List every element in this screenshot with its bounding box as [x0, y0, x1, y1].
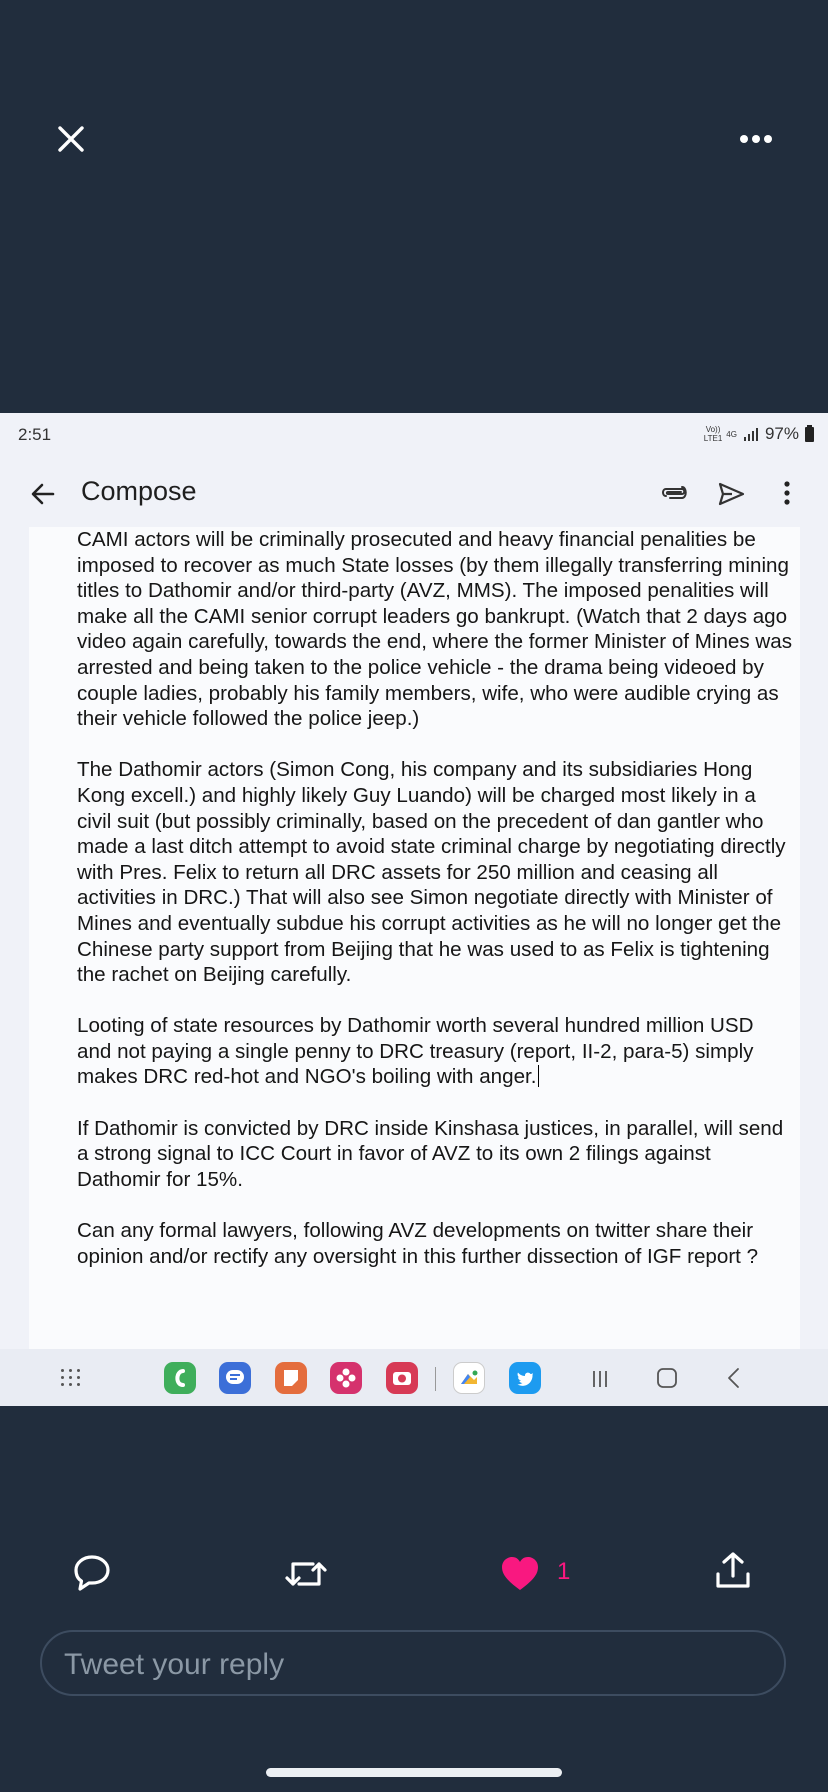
- signal-icon: [744, 428, 758, 441]
- messages-icon[interactable]: [219, 1362, 251, 1394]
- more-horizontal-icon: [740, 135, 748, 143]
- status-time: 2:51: [18, 425, 52, 444]
- photos-icon[interactable]: [453, 1362, 485, 1394]
- back-icon[interactable]: [724, 1367, 744, 1389]
- more-options-button[interactable]: [738, 132, 774, 146]
- like-count: 1: [557, 1558, 571, 1585]
- screenshot-image[interactable]: [0, 413, 828, 1406]
- status-icons: [704, 424, 814, 444]
- back-arrow-icon: [28, 479, 58, 509]
- android-nav-bar: [0, 1349, 828, 1406]
- like-button[interactable]: [500, 1556, 540, 1592]
- home-indicator[interactable]: [266, 1768, 562, 1777]
- nav-divider: [435, 1367, 436, 1391]
- gallery-icon[interactable]: [330, 1362, 362, 1394]
- more-vertical-icon: [775, 478, 799, 508]
- status-bar: [0, 413, 828, 459]
- camera-icon[interactable]: [386, 1362, 418, 1394]
- battery-icon: [805, 427, 814, 442]
- home-icon[interactable]: [656, 1367, 678, 1389]
- send-icon: [716, 479, 746, 509]
- page-title: Compose: [81, 476, 197, 506]
- share-button[interactable]: [713, 1550, 753, 1590]
- notes-icon[interactable]: [275, 1362, 307, 1394]
- paragraph: CAMI actors will be criminally prosecuted and heavy financial penalities be imposed to recover as much State losses (by them illegally transferring mining titles to Dathomir and/or third-party (AVZ, MMS). The imposed penalities will make all the CAMI senior corrupt leaders go bankrupt. (Watch that 2 days ago video again carefully, towards the end, where the former Minister of Mines was arrested and being taken to the police vehicle - the drama being videoed by couple ladies, probably his family members, wife, who were audible crying as their vehicle followed the police jeep.): [77, 528, 793, 731]
- close-button[interactable]: [50, 118, 92, 160]
- attach-button[interactable]: [660, 479, 688, 507]
- paragraph-with-caret: [77, 1013, 792, 1090]
- compose-app-bar: [0, 459, 828, 527]
- volte-indicator: Vo)) LTE1: [703, 425, 723, 443]
- recents-icon[interactable]: [590, 1369, 610, 1389]
- phone-icon[interactable]: [164, 1362, 196, 1394]
- paragraph: Can any formal lawyers, following AVZ developments on twitter share their opinion and/or rectify any oversight in this further dissection of IGF report ?: [77, 1219, 759, 1268]
- reply-placeholder: Tweet your reply: [64, 1648, 285, 1681]
- send-button[interactable]: [716, 479, 746, 509]
- twitter-icon[interactable]: [509, 1362, 541, 1394]
- reply-button[interactable]: [72, 1552, 112, 1592]
- paragraph: Looting of state resources by Dathomir worth several hundred million USD and not paying a single penny to DRC treasury (report, II-2, para-5) simply makes DRC red-hot and NGO's boiling with anger.: [77, 1014, 754, 1089]
- network-type: 4G: [726, 429, 737, 439]
- reply-input[interactable]: [40, 1630, 786, 1696]
- paragraph: If Dathomir is convicted by DRC inside Kinshasa justices, in parallel, will send a strong signal to ICC Court in favor of AVZ to its own 2 filings against Dathomir for 15%.: [77, 1116, 784, 1191]
- retweet-button[interactable]: [283, 1554, 329, 1594]
- overflow-menu-button[interactable]: [775, 478, 799, 508]
- close-icon: [50, 118, 92, 160]
- reply-icon: [72, 1552, 112, 1592]
- apps-grid-icon[interactable]: [59, 1368, 83, 1388]
- heart-icon: [500, 1556, 540, 1592]
- compose-body[interactable]: [29, 527, 800, 1406]
- retweet-icon: [283, 1554, 329, 1594]
- media-viewer-header: [0, 0, 828, 413]
- attachment-icon: [660, 479, 688, 507]
- paragraph: The Dathomir actors (Simon Cong, his company and its subsidiaries Hong Kong excell.) and highly likely Guy Luando) will be charged most likely in a civil suit (but possibly criminally, based on the precedent of dan gantler who made a last ditch attempt to avoid state criminal charge by negotiating directly with Pres. Felix to return all DRC assets for 250 million and ceasing all activities in DRC.) That will also see Simon negotiate directly with Minister of Mines and eventually subdue his corrupt activities as he will no longer get the Chinese party support from Beijing that he was used to as Felix is tightening the rachet on Beijing carefully.: [77, 758, 786, 987]
- text-cursor: [538, 1065, 539, 1087]
- battery-percent: 97%: [764, 424, 799, 443]
- back-button[interactable]: [28, 479, 58, 509]
- compose-text[interactable]: [77, 527, 792, 1295]
- share-icon: [713, 1550, 753, 1590]
